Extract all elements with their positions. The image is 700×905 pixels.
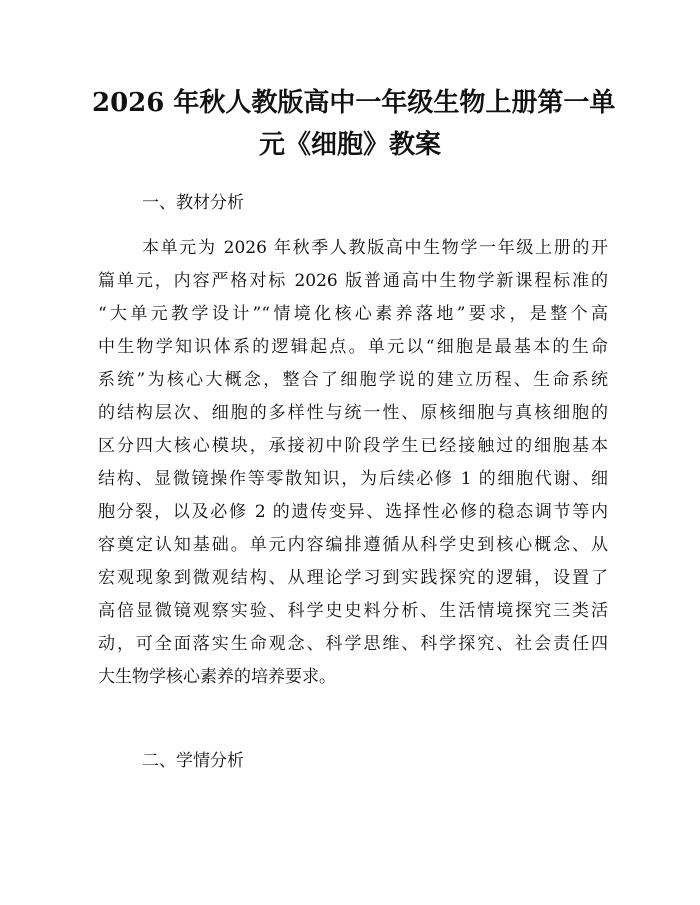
document-title-line-1: 2026 年秋人教版高中一年级生物上册第一单 <box>92 88 616 118</box>
paragraph-line: 胞分裂，以及必修 2 的遗传变异、选择性必修的稳态调节等内 <box>98 502 608 522</box>
textbook-analysis-paragraph <box>98 232 608 694</box>
paragraph-line: 大生物学核心素养的培养要求。 <box>98 667 336 687</box>
paragraph-line: 区分四大核心模块，承接初中阶段学生已经接触过的细胞基本 <box>98 436 608 456</box>
paragraph-line: “大单元教学设计”“情境化核心素养落地”要求，是整个高 <box>98 304 608 324</box>
paragraph-line: 动，可全面落实生命观念、科学思维、科学探究、社会责任四 <box>98 634 608 654</box>
paragraph-line: 系统”为核心大概念，整合了细胞学说的建立历程、生命系统 <box>98 370 608 390</box>
section-heading-learner-analysis: 二、学情分析 <box>142 751 244 771</box>
paragraph-line: 宏观现象到微观结构、从理论学习到实践探究的逻辑，设置了 <box>98 568 608 588</box>
paragraph-line: 结构、显微镜操作等零散知识，为后续必修 1 的细胞代谢、细 <box>98 469 608 489</box>
section-heading-textbook-analysis: 一、教材分析 <box>142 193 244 213</box>
paragraph-line: 中生物学知识体系的逻辑起点。单元以“细胞是最基本的生命 <box>98 337 608 357</box>
paragraph-line: 篇单元，内容严格对标 2026 版普通高中生物学新课程标准的 <box>98 271 608 291</box>
paragraph-line: 容奠定认知基础。单元内容编排遵循从科学史到核心概念、从 <box>98 535 608 555</box>
paragraph-line: 本单元为 2026 年秋季人教版高中生物学一年级上册的开 <box>142 238 608 258</box>
document-title-line-2: 元《细胞》教案 <box>258 130 441 160</box>
paragraph-line: 高倍显微镜观察实验、科学史史料分析、生活情境探究三类活 <box>98 601 608 621</box>
paragraph-line: 的结构层次、细胞的多样性与统一性、原核细胞与真核细胞的 <box>98 403 608 423</box>
